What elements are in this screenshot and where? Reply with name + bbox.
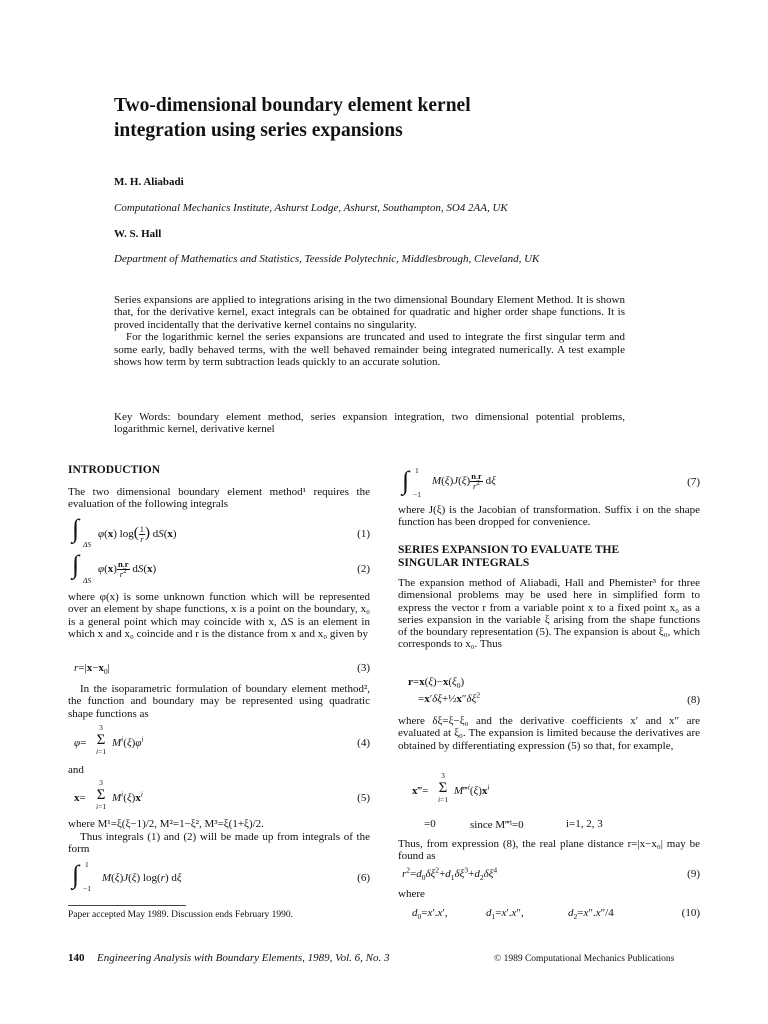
keywords: Key Words: boundary element method, series expansion integration, two dimensional potential problems, logarithmic kernel, derivative kernel [114, 411, 625, 436]
equation-4-number: (4) [357, 737, 370, 749]
title-line-2: integration using series expansions [114, 120, 403, 141]
equation-8-number: (8) [687, 694, 700, 706]
intro-paragraph-3: In the isoparametric formulation of boundary element method², the function and boundary may be represented using quadratic shape functions as [68, 683, 370, 720]
equation-10-number: (10) [681, 907, 700, 919]
equation-2: ∫ ΔS φ(x) $\frac{n.r}{r^2}$ dS(x) (2) [72, 550, 370, 585]
series-heading-line-2: SINGULAR INTEGRALS [398, 557, 530, 569]
equation-7-number: (7) [687, 476, 700, 488]
zero-derivative-line [398, 818, 700, 832]
affiliation-2: Department of Mathematics and Statistics, Teesside Polytechnic, Middlesbrough, Cleveland, UK [114, 253, 540, 265]
equation-3: $r=|x-x_0|$ (3) [74, 662, 370, 677]
introduction-heading: INTRODUCTION [68, 464, 161, 476]
where-text: where [398, 888, 425, 900]
title-line-1: Two-dimensional boundary element kernel [114, 95, 471, 116]
footnote: Paper accepted May 1989. Discussion ends February 1990. [68, 910, 294, 920]
journal-citation: Engineering Analysis with Boundary Elements, 1989, Vol. 6, No. 3 [97, 952, 390, 964]
equation-4: φ= 3 Σ i=1 $M^i(\xi)\varphi^i$ (4) [74, 723, 370, 756]
zero-index-range: i=1, 2, 3 [566, 818, 603, 830]
equation-8: $r=x(\xi)-x(\xi_0)$ $=x'\delta\xi+\frac{1}{2}x''\delta\xi^2$ (8) [408, 676, 700, 706]
equation-9-number: (9) [687, 868, 700, 880]
author-aliabadi: M. H. Aliabadi [114, 176, 184, 188]
equation-6: ∫ 1 −1 M(ξ)J(ξ) log(r) dξ (6) [72, 860, 370, 893]
equation-1: ∫ ΔS φ(x) log( $\frac{1}{r}$ ) dS(x) (1) [72, 514, 370, 549]
equation-2-number: (2) [357, 563, 370, 575]
equation-6-number: (6) [357, 872, 370, 884]
author-hall: W. S. Hall [114, 228, 162, 240]
series-paragraph-3: Thus, from expression (8), the real plane distance r=|x−x₀| may be found as [398, 838, 700, 863]
zero-reason: since M‴ⁱ=0 [470, 819, 524, 831]
series-paragraph-1: The expansion method of Aliabadi, Hall and Phemister³ for three dimensional problems may be used here in simplified form to express the vector r from a variable point x to a fixed point x₀ as a series expansion in the variable ξ arising from the shape functions of the boundary representation (5). The expansion is about ξ₀, which corresponds to x₀. Thus [398, 577, 700, 651]
equation-5: x= 3 Σ i=1 $M^i(\xi)x^i$ (5) [74, 778, 370, 811]
and-text: and [68, 764, 84, 776]
equation-9: $r^2=d_0\delta\xi^2+d_1\delta\xi^3+d_2\delta\xi^4$ (9) [402, 865, 700, 883]
series-heading-line-1: SERIES EXPANSION TO EVALUATE THE [398, 544, 620, 556]
affiliation-1: Computational Mechanics Institute, Ashurst Lodge, Ashurst, Southampton, SO4 2AA, UK [114, 202, 508, 214]
abstract-paragraph-1: Series expansions are applied to integrations arising in the two dimensional Boundary Element Method. It is shown that, for the derivative kernel, exact integrals can be obtained for quadratic and higher order shape functions. It is proved incidentally that the derivative kernel contains no singularity. [114, 294, 625, 331]
equation-5-number: (5) [357, 792, 370, 804]
equation-1-number: (1) [357, 528, 370, 540]
page-number: 140 [68, 952, 85, 964]
abstract [114, 294, 625, 368]
series-paragraph-2: where δξ=ξ−ξ₀ and the derivative coefficients x′ and x″ are evaluated at ξ₀. The expansion is limited because the derivatives are obtained by differentiating expression (5) so that, for example, [398, 715, 700, 752]
jacobian-text: where J(ξ) is the Jacobian of transformation. Suffix i on the shape function has been dropped for convenience. [398, 504, 700, 529]
abstract-paragraph-2: For the logarithmic kernel the series expansions are truncated and used to integrate the first singular term and some early, badly behaved terms, with the well behaved remainder being integrated numerically. A test example shows how term by term subtraction leads quickly to an accurate solution. [114, 331, 625, 369]
footnote-rule [68, 905, 186, 906]
series-expansion-heading [398, 544, 700, 570]
intro-paragraph-2: where φ(x) is some unknown function which will be represented over an element by shape functions, x is a point on the boundary, x₀ is a general point which may coincide with x, ΔS is an element in which x and x₀ coincide and r is the distance from x and x₀ given by [68, 591, 370, 640]
equation-3-number: (3) [357, 662, 370, 674]
equation-7: ∫ 1 −1 M(ξ)J(ξ) $\frac{n.r}{r^2}$ dξ (7) [402, 466, 700, 499]
zero-value: =0 [424, 818, 436, 830]
equation-10: $d_0=x'.x'$, $d_1=x'.x''$, $d_2=x''.x''/4$ (10) [412, 907, 700, 922]
intro-paragraph-1: The two dimensional boundary element method¹ requires the evaluation of the following integrals [68, 486, 370, 511]
shape-functions: where M¹=ξ(ξ−1)/2, M²=1−ξ², M³=ξ(1+ξ)/2. [68, 818, 264, 830]
paper-title [114, 93, 471, 143]
third-derivative-expression: x‴= 3 Σ i=1 $M‴^i(\xi)x^i$ [412, 771, 490, 804]
intro-paragraph-4: Thus integrals (1) and (2) will be made up from integrals of the form [68, 831, 370, 856]
copyright-notice: © 1989 Computational Mechanics Publications [494, 954, 675, 964]
